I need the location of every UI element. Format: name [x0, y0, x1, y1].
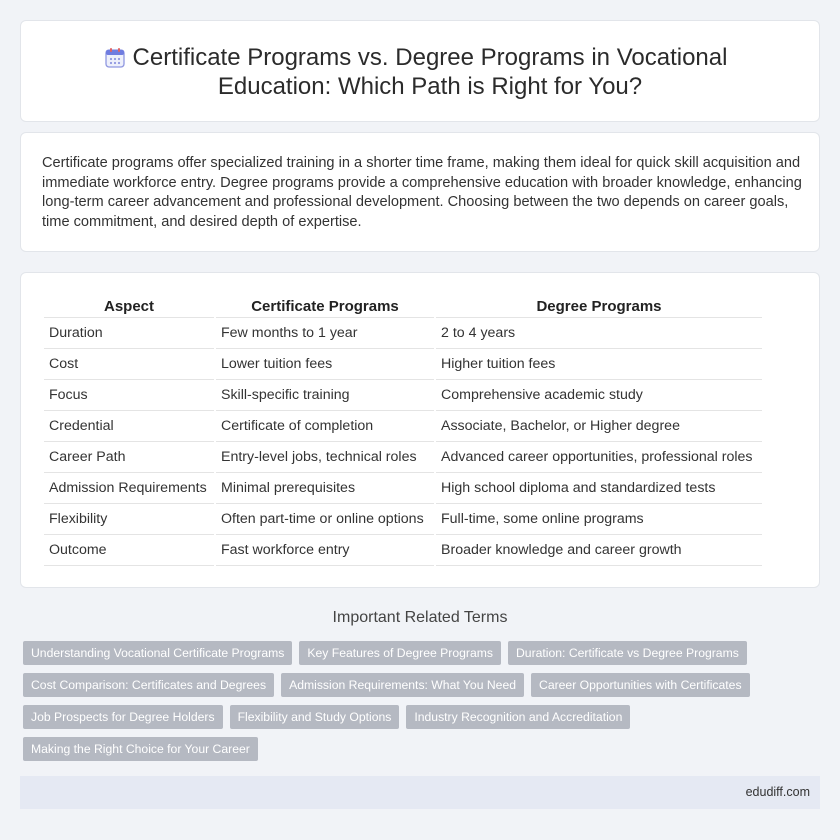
table-cell: Focus	[44, 380, 214, 411]
table-cell: Fast workforce entry	[216, 535, 434, 566]
table-row	[44, 349, 762, 380]
related-term-tag[interactable]: Cost Comparison: Certificates and Degrees	[23, 673, 274, 697]
table-cell: Duration	[44, 318, 214, 349]
intro-paragraph: Certificate programs offer specialized training in a shorter time frame, making them ideal for quick skill acquisition and immediate workforce entry. Degree programs provide a comprehensive education with broader knowledge, enhancing long-term career advancement and professional development. Choosing between the two depends on career goals, time commitment, and desired depth of expertise.	[42, 155, 802, 230]
column-header-certificate: Certificate Programs	[216, 296, 434, 318]
tag-row	[23, 705, 803, 729]
table-cell: Higher tuition fees	[436, 349, 762, 380]
table-row	[44, 504, 762, 535]
related-term-tag[interactable]: Understanding Vocational Certificate Programs	[23, 641, 292, 665]
table-cell: Minimal prerequisites	[216, 473, 434, 504]
table-cell: Certificate of completion	[216, 411, 434, 442]
related-term-tag[interactable]: Admission Requirements: What You Need	[281, 673, 524, 697]
column-header-degree: Degree Programs	[436, 296, 762, 318]
comparison-card	[20, 272, 820, 588]
table-cell: High school diploma and standardized tests	[436, 473, 762, 504]
related-term-tag[interactable]: Industry Recognition and Accreditation	[406, 705, 630, 729]
related-term-tag[interactable]: Job Prospects for Degree Holders	[23, 705, 223, 729]
tag-row	[23, 673, 803, 697]
related-term-tag[interactable]: Duration: Certificate vs Degree Programs	[508, 641, 747, 665]
table-cell: Skill-specific training	[216, 380, 434, 411]
table-cell: Advanced career opportunities, professional roles	[436, 442, 762, 473]
table-row	[44, 411, 762, 442]
table-cell: 2 to 4 years	[436, 318, 762, 349]
table-row	[44, 473, 762, 504]
title-card	[20, 20, 820, 122]
table-row	[44, 535, 762, 566]
footer-site-link[interactable]: edudiff.com	[745, 785, 810, 799]
related-term-tag[interactable]: Career Opportunities with Certificates	[531, 673, 750, 697]
table-header-row	[44, 296, 762, 318]
related-terms-heading: Important Related Terms	[332, 609, 508, 626]
comparison-table	[42, 296, 764, 566]
related-term-tag[interactable]: Making the Right Choice for Your Career	[23, 737, 258, 761]
table-row	[44, 318, 762, 349]
table-cell: Flexibility	[44, 504, 214, 535]
table-cell: Broader knowledge and career growth	[436, 535, 762, 566]
table-cell: Cost	[44, 349, 214, 380]
related-term-tag[interactable]: Key Features of Degree Programs	[299, 641, 501, 665]
table-cell: Admission Requirements	[44, 473, 214, 504]
table-cell: Lower tuition fees	[216, 349, 434, 380]
footer-bar	[20, 776, 820, 809]
related-terms-list	[23, 641, 803, 769]
table-cell: Entry-level jobs, technical roles	[216, 442, 434, 473]
table-cell: Outcome	[44, 535, 214, 566]
related-term-tag[interactable]: Flexibility and Study Options	[230, 705, 400, 729]
tag-row	[23, 641, 803, 665]
column-header-aspect: Aspect	[44, 296, 214, 318]
intro-card	[20, 132, 820, 252]
page-title: Certificate Programs vs. Degree Programs in Vocational Education: Which Path is Right for You?	[132, 44, 728, 100]
tag-row	[23, 737, 803, 761]
table-cell: Credential	[44, 411, 214, 442]
table-cell: Often part-time or online options	[216, 504, 434, 535]
table-cell: Comprehensive academic study	[436, 380, 762, 411]
table-cell: Few months to 1 year	[216, 318, 434, 349]
table-cell: Full-time, some online programs	[436, 504, 762, 535]
table-cell: Associate, Bachelor, or Higher degree	[436, 411, 762, 442]
table-cell: Career Path	[44, 442, 214, 473]
table-row	[44, 380, 762, 411]
table-row	[44, 442, 762, 473]
